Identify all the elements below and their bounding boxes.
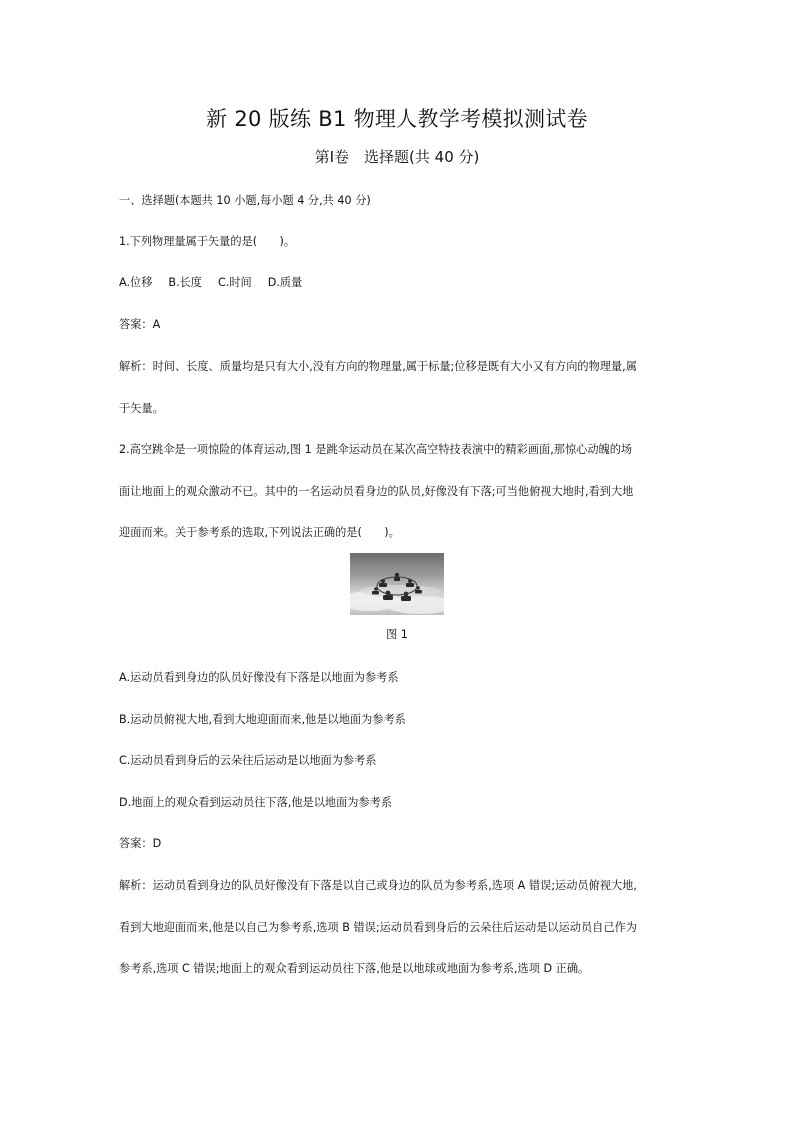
page-title: 新 20 版练 B1 物理人教学考模拟测试卷	[206, 107, 588, 131]
q2-stem-line: 面让地面上的观众激动不已。其中的一名运动员看身边的队员,好像没有下落;可当他俯视大地时,看到大地	[119, 485, 634, 498]
q2-option-d: D.地面上的观众看到运动员往下落,他是以地面为参考系	[119, 796, 393, 809]
skydivers-illustration	[350, 553, 444, 615]
q2-analysis-line: 参考系,选项 C 错误;地面上的观众看到运动员往下落,他是以地球或地面为参考系,选项 D 正确。	[119, 962, 590, 975]
figure-caption: 图 1	[386, 628, 408, 641]
q2-option-c: C.运动员看到身后的云朵往后运动是以地面为参考系	[119, 754, 377, 767]
q2-analysis-line: 解析：运动员看到身边的队员好像没有下落是以自己或身边的队员为参考系,选项 A 错误;运动员俯视大地,	[119, 879, 637, 892]
q1-options	[119, 275, 679, 291]
skydivers-photo	[350, 553, 444, 615]
q2-answer: 答案：D	[119, 837, 162, 850]
section-heading: 一、选择题(本题共 10 小题,每小题 4 分,共 40 分)	[119, 194, 371, 207]
q2-option-a: A.运动员看到身边的队员好像没有下落是以地面为参考系	[119, 671, 399, 684]
q2-stem-line: 2.高空跳伞是一项惊险的体育运动,图 1 是跳伞运动员在某次高空特技表演中的精彩画面,那惊心动魄的场	[119, 443, 633, 456]
q1-stem: 1.下列物理量属于矢量的是( )。	[119, 235, 296, 248]
q1-analysis-line: 解析：时间、长度、质量均是只有大小,没有方向的物理量,属于标量;位移是既有大小又有方向的物理量,属	[119, 360, 637, 373]
q1-analysis-line: 于矢量。	[119, 402, 164, 415]
section-subtitle: 第Ⅰ卷 选择题(共 40 分)	[314, 148, 480, 166]
q1-option-d: D.质量	[267, 276, 303, 289]
q2-option-b: B.运动员俯视大地,看到大地迎面而来,他是以地面为参考系	[119, 713, 406, 726]
q1-option-a: A.位移	[119, 276, 153, 289]
q1-option-c: C.时间	[218, 276, 252, 289]
q2-analysis-line: 看到大地迎面而来,他是以自己为参考系,选项 B 错误;运动员看到身后的云朵往后运动是以运动员自己作为	[119, 921, 637, 934]
q1-answer: 答案：A	[119, 318, 161, 331]
q1-option-b: B.长度	[168, 276, 202, 289]
q2-stem-line: 迎面而来。关于参考系的选取,下列说法正确的是( )。	[119, 526, 400, 539]
